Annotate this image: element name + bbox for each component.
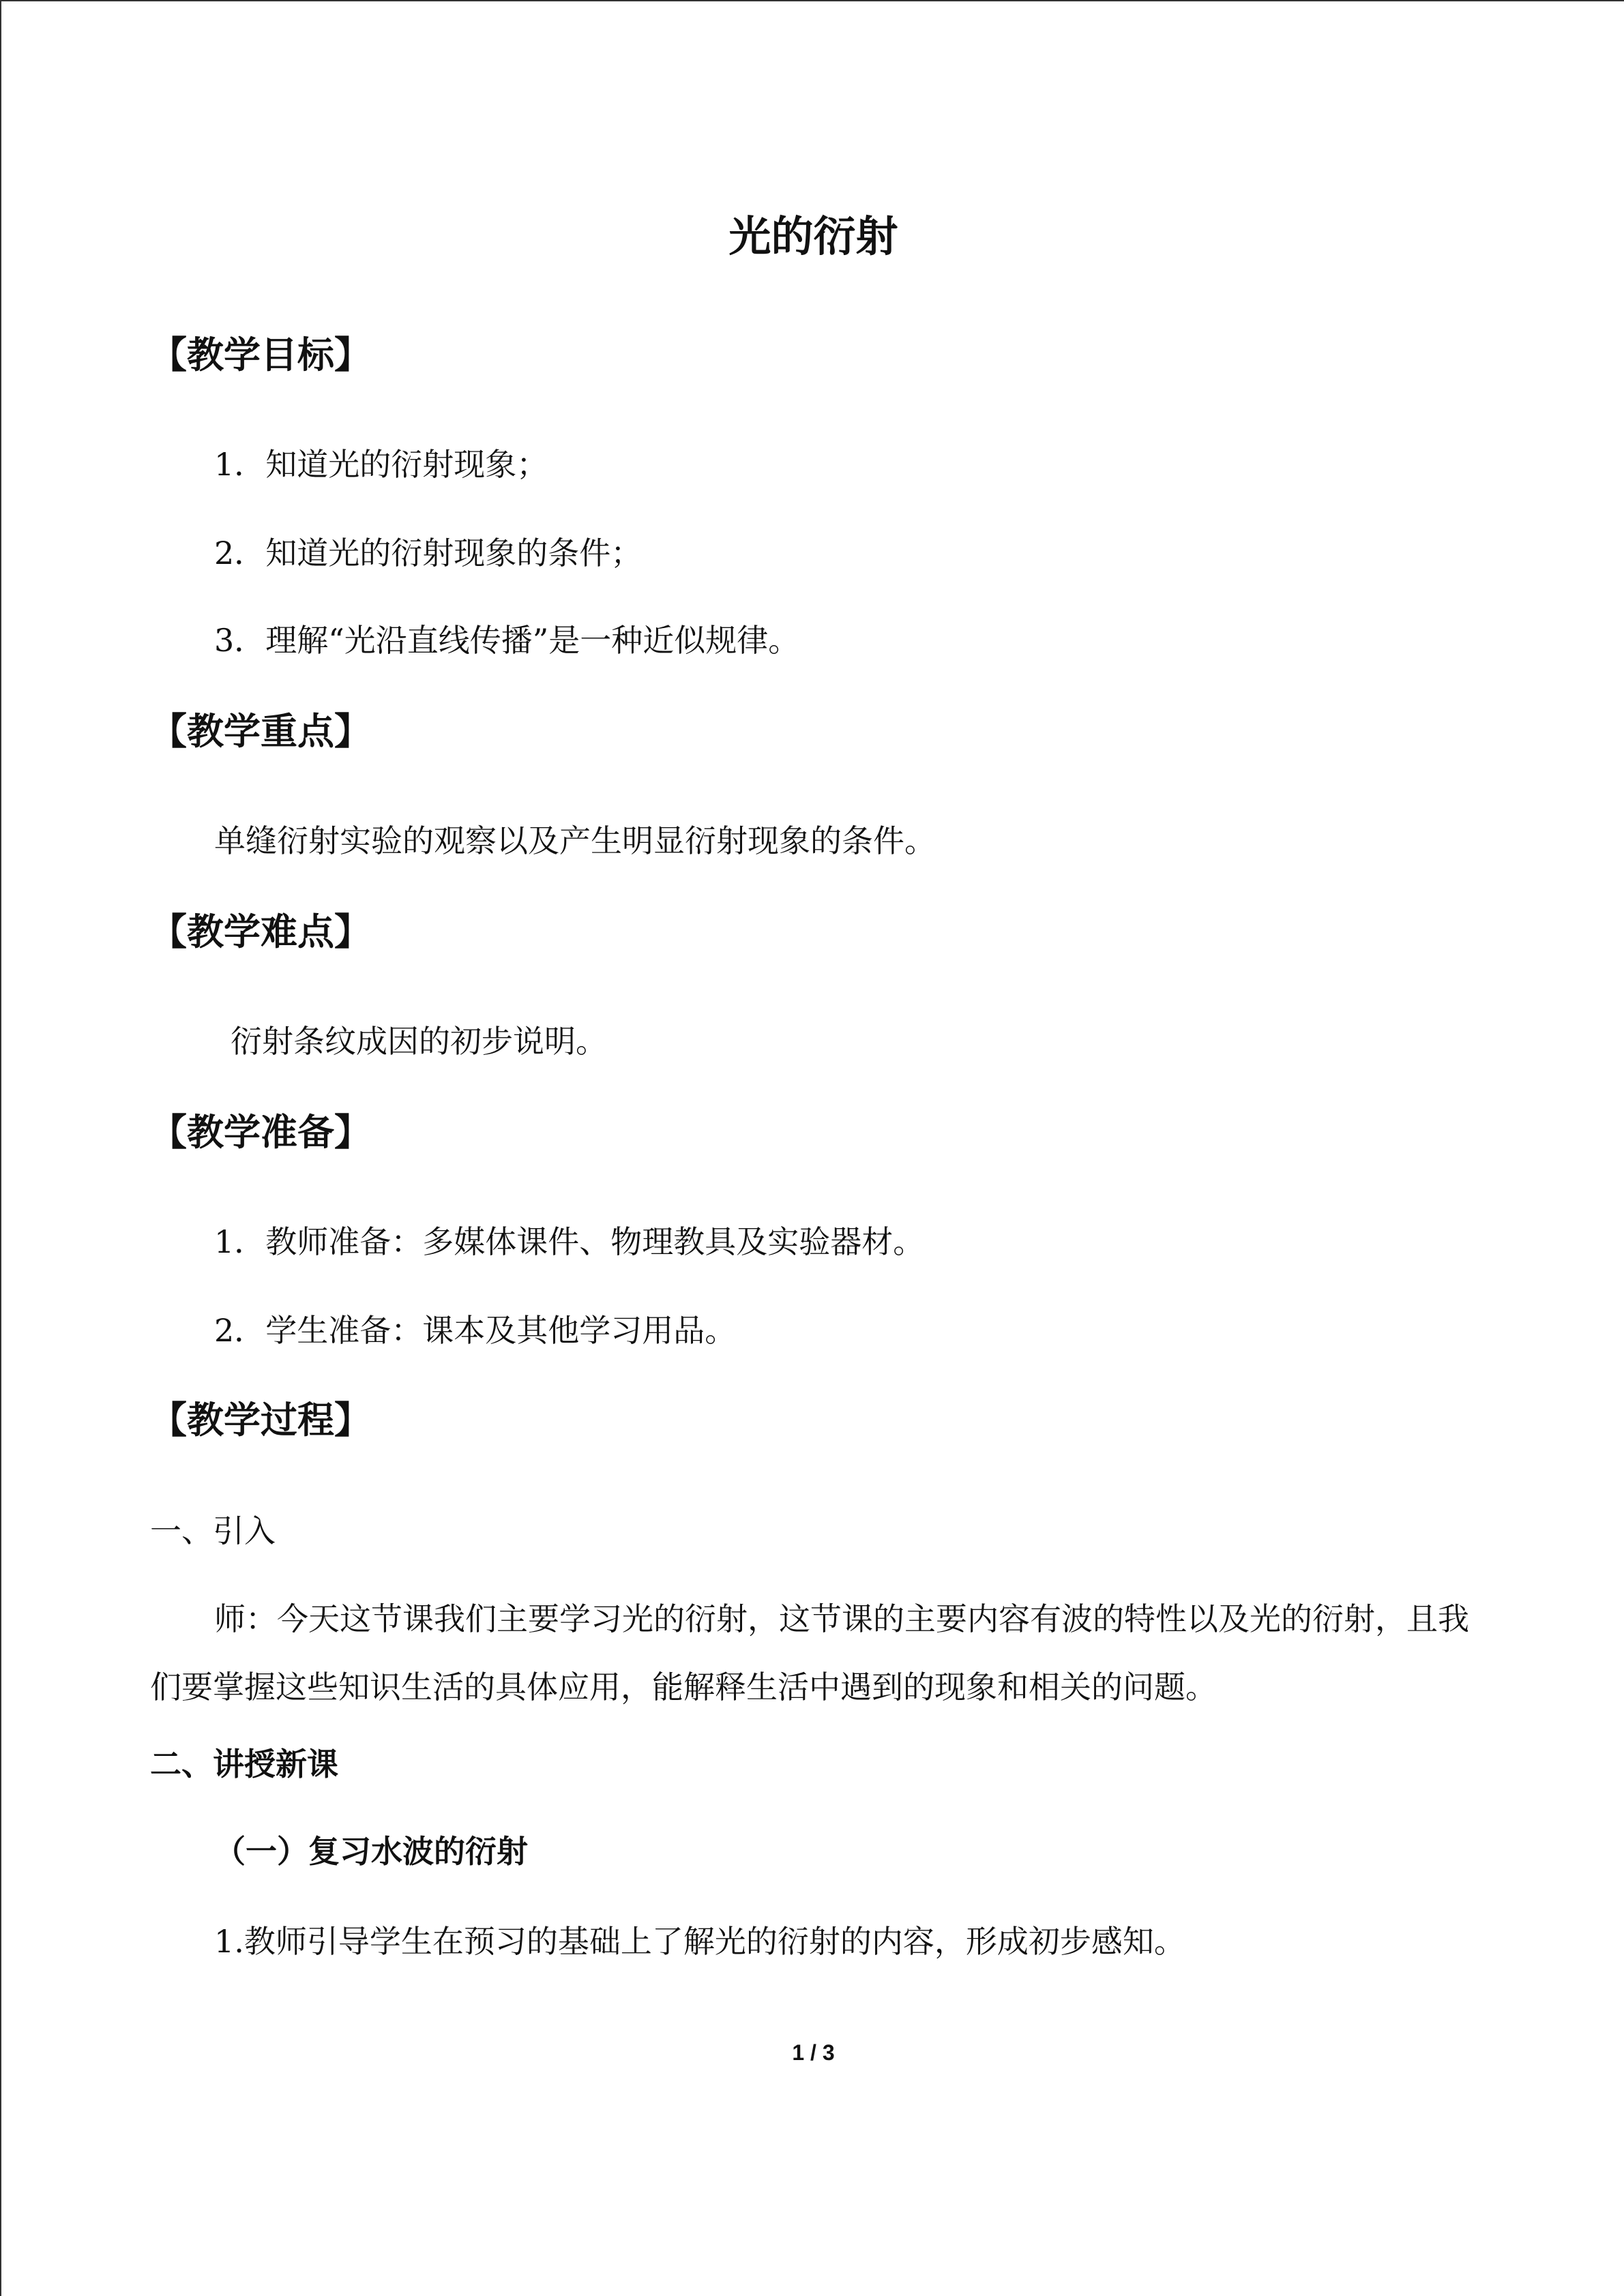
- page-number: 1 / 3: [792, 2040, 835, 2065]
- heading-difficulties: 【教学难点】: [150, 910, 371, 953]
- heading-key-points: 【教学重点】: [150, 710, 371, 753]
- process-part2-subheading: （一）复习水波的衍射: [214, 1833, 528, 1870]
- key-points-text: 单缝衍射实验的观察以及产生明显衍射现象的条件。: [214, 822, 936, 859]
- process-part2-title: 二、讲授新课: [150, 1746, 338, 1783]
- objective-item-1: 1．知道光的衍射现象；: [214, 446, 548, 483]
- process-part1-title: 一、引入: [150, 1512, 276, 1549]
- difficulties-text: 衍射条纹成因的初步说明。: [231, 1023, 607, 1060]
- objective-item-3: 3．理解“光沿直线传播”是一种近似规律。: [214, 622, 800, 659]
- heading-process: 【教学过程】: [150, 1399, 371, 1442]
- heading-preparation: 【教学准备】: [150, 1111, 371, 1154]
- process-part2-item-1: 1.教师引导学生在预习的基础上了解光的衍射的内容，形成初步感知。: [214, 1923, 1185, 1960]
- preparation-item-1: 1．教师准备：多媒体课件、物理教具及实验器材。: [214, 1223, 925, 1260]
- document-title: 光的衍射: [728, 211, 898, 261]
- process-part1-text: 师：今天这节课我们主要学习光的衍射，这节课的主要内容有波的特性以及光的衍射，且我们要掌握这些知识生活的具体应用，能解释生活中遇到的现象和相关的问题。: [150, 1600, 1469, 1705]
- objective-item-2: 2．知道光的衍射现象的条件；: [214, 535, 643, 571]
- heading-objectives: 【教学目标】: [150, 333, 371, 376]
- preparation-item-2: 2．学生准备：课本及其他学习用品。: [214, 1312, 737, 1349]
